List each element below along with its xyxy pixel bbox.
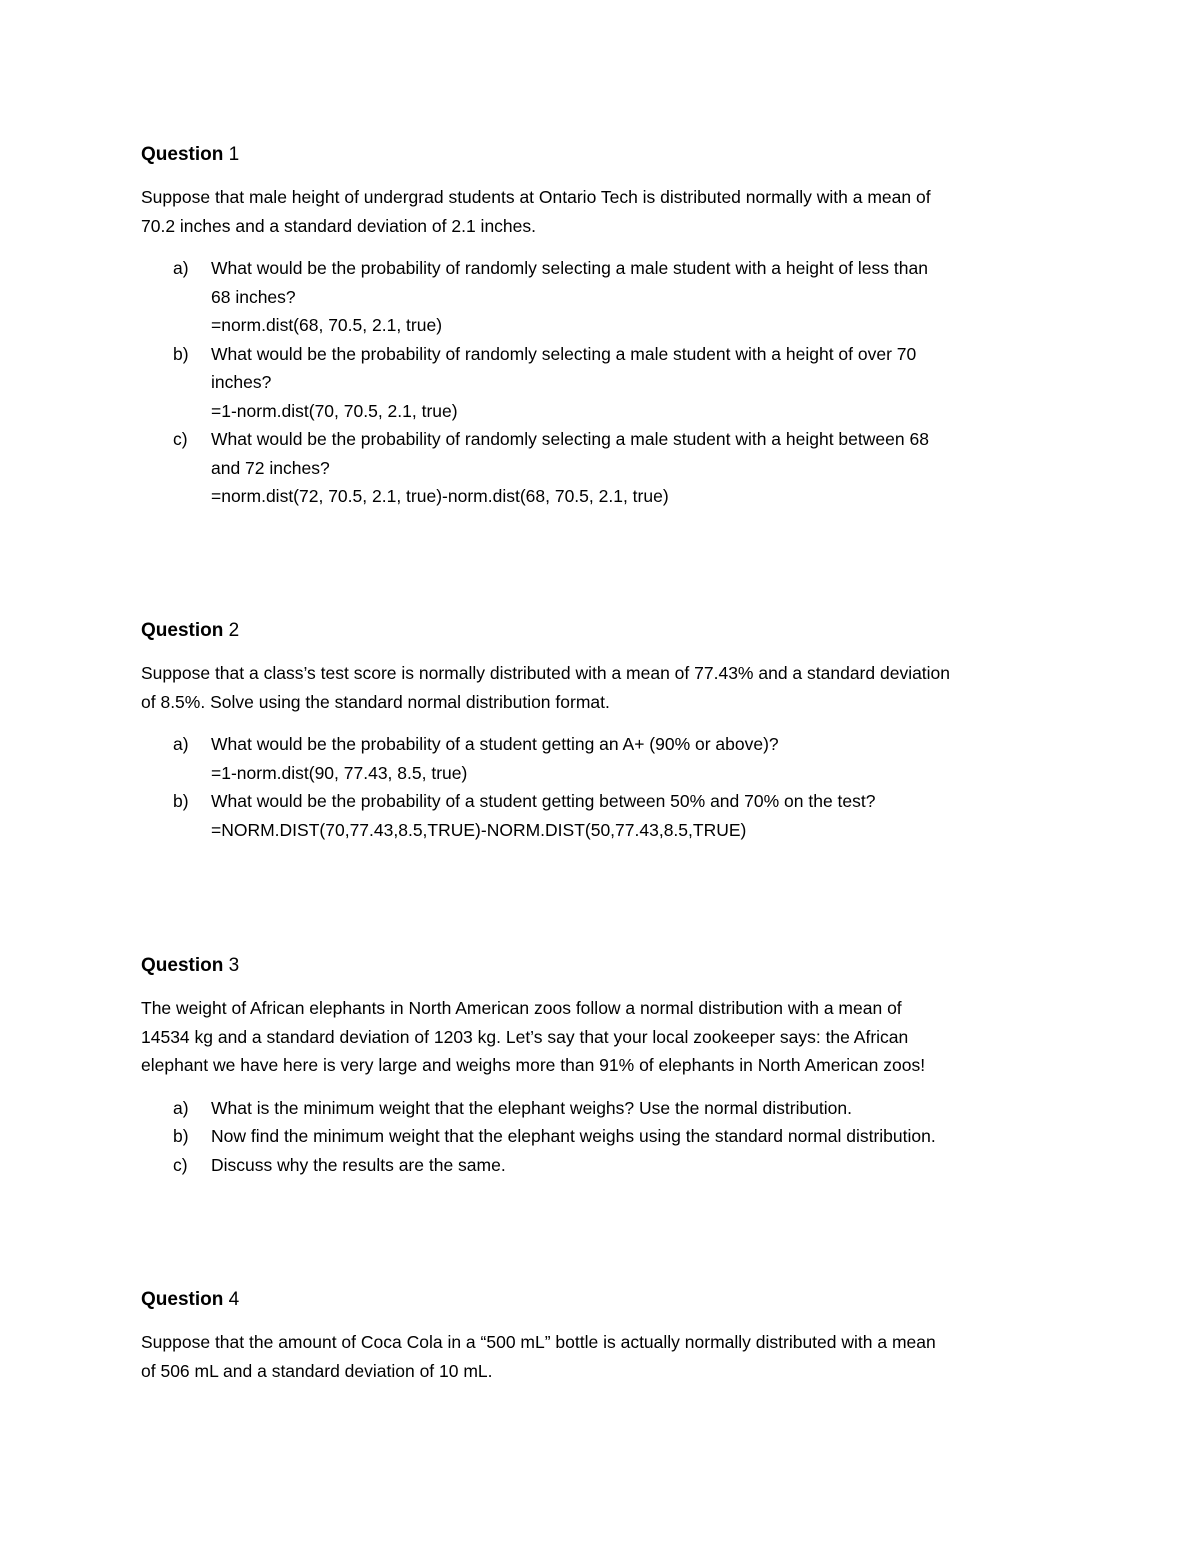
question-1-answer-b: =1-norm.dist(70, 70.5, 2.1, true) <box>211 400 458 421</box>
question-2-text: Suppose that a class’s test score is normally distributed with a mean of 77.43% and a standard deviation of 8.5%. Solve using the standard normal distribution format. <box>141 663 951 712</box>
question-1-items <box>141 254 1061 511</box>
question-2-answer-a: =1-norm.dist(90, 77.43, 8.5, true) <box>211 762 468 783</box>
question-1-item-c: c) What would be the probability of randomly selecting a male student with a height between 68 and 72 inches? =norm.dist(72, 70.5, 2.1, true)-norm.dist(68, 70.5, 2.1, true) <box>141 425 1061 511</box>
question-1-title: Question 1 <box>141 144 240 165</box>
question-3-item-b: b) Now find the minimum weight that the elephant weighs using the standard normal distribution. <box>173 1126 936 1146</box>
question-4-text: Suppose that the amount of Coca Cola in a “500 mL” bottle is actually normally distributed with a mean of 506 mL and a standard deviation of 10 mL. <box>141 1332 936 1381</box>
question-1-answer-a: =norm.dist(68, 70.5, 2.1, true) <box>211 315 443 335</box>
question-4-title: Question 4 <box>141 1289 240 1310</box>
question-2-item-b: b) What would be the probability of a student getting between 50% and 70% on the test? =NORM.DIST(70,77.43,8.5,TRUE)-NORM.DIST(50,77.43,8.5,TRUE) <box>141 787 1061 844</box>
question-3-title: Question 3 <box>141 955 240 976</box>
question-2-items <box>141 730 1061 844</box>
question-2 <box>141 617 1061 844</box>
question-2-answer-b: =NORM.DIST(70,77.43,8.5,TRUE)-NORM.DIST(50,77.43,8.5,TRUE) <box>211 819 747 840</box>
question-1-item-a: a) What would be the probability of randomly selecting a male student with a height of less than 68 inches? =norm.dist(68, 70.5, 2.1, true) <box>141 254 1061 340</box>
question-2-title: Question 2 <box>141 620 240 641</box>
question-2-item-a: a) What would be the probability of a student getting an A+ (90% or above)? =1-norm.dist(90, 77.43, 8.5, true) <box>141 730 1061 787</box>
question-1-answer-c: =norm.dist(72, 70.5, 2.1, true)-norm.dist(68, 70.5, 2.1, true) <box>211 486 669 506</box>
question-3-item-a: a) What is the minimum weight that the elephant weighs? Use the normal distribution. <box>173 1097 853 1118</box>
question-3-item-c: c) Discuss why the results are the same. <box>173 1154 506 1175</box>
question-4 <box>141 1286 1061 1385</box>
question-3-text: The weight of African elephants in North American zoos follow a normal distribution with a mean of 14534 kg and a standard deviation of 1203 kg. Let’s say that your local zookeeper says: the African elephant we have here is very large and weighs more than 91% of elephants in North American zoos! <box>141 998 926 1075</box>
question-3-items <box>141 1094 1061 1180</box>
question-3 <box>141 952 1061 1179</box>
question-1 <box>141 141 1061 511</box>
question-1-text: Suppose that male height of undergrad students at Ontario Tech is distributed normally with a mean of 70.2 inches and a standard deviation of 2.1 inches. <box>141 187 931 236</box>
question-1-item-b: b) What would be the probability of randomly selecting a male student with a height of over 70 inches? =1-norm.dist(70, 70.5, 2.1, true) <box>141 340 1061 426</box>
